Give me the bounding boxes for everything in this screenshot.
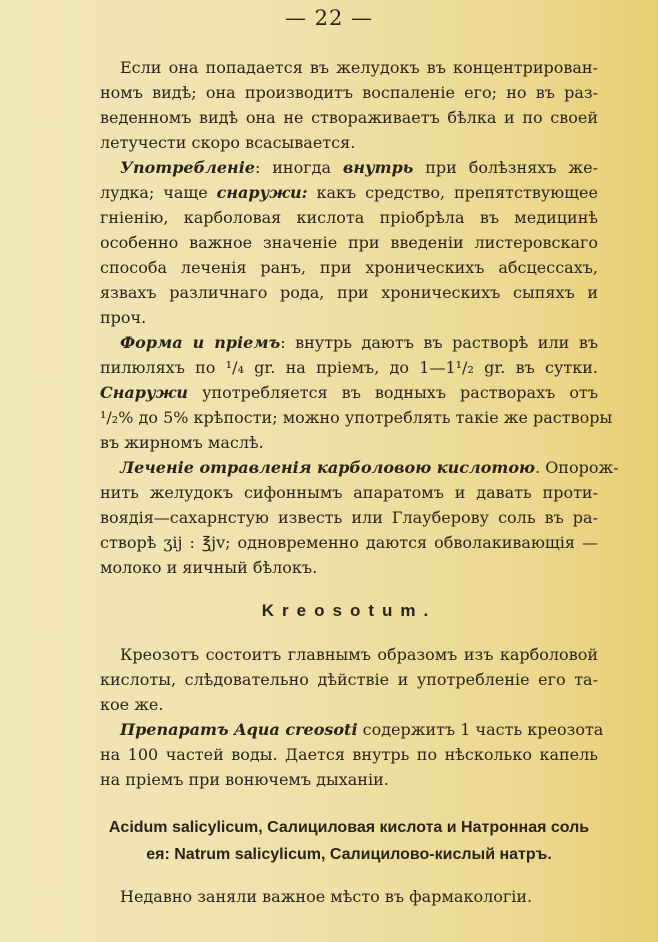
paragraph <box>100 717 604 792</box>
text-line <box>100 205 598 230</box>
text-segment: при болѣзняхъ же- <box>413 158 598 177</box>
heading-line: Acidum salicylicum, Салициловая кислота и Натронная соль <box>108 819 590 836</box>
text-segment: Креозотъ состоитъ главнымъ образомъ изъ карболовой <box>120 645 598 664</box>
paragraph <box>100 155 598 330</box>
text-line <box>100 55 598 80</box>
text-segment: нить желудокъ сифоннымъ апаратомъ и давать проти- <box>100 483 598 502</box>
text-segment: Недавно заняли важное мѣсто въ фармакологіи. <box>120 887 533 906</box>
text-line <box>100 180 598 205</box>
emphasized-text: Препаратъ Aqua creosoti <box>120 720 358 739</box>
text-line <box>100 455 619 480</box>
text-line <box>100 105 598 130</box>
text-segment: веденномъ видѣ она не створаживаетъ бѣлка и по своей <box>100 108 598 127</box>
paragraph <box>100 330 613 455</box>
paragraph <box>100 55 598 155</box>
text-line <box>100 692 598 717</box>
text-line <box>100 405 613 430</box>
text-segment: створѣ ʒij : ℥jv; одновременно даются обволакивающія — <box>100 533 598 552</box>
carbolic-acid-section <box>100 55 619 580</box>
text-segment: лудка; чаще <box>100 183 217 202</box>
text-segment: молоко и яичный бѣлокъ. <box>100 558 318 577</box>
text-segment: пилюляхъ по ¹/₄ gr. на пріемъ, до 1—1¹/₂ gr. въ сутки. <box>100 358 598 377</box>
text-segment: летучести скоро всасывается. <box>100 133 356 152</box>
text-line <box>100 255 598 280</box>
text-line <box>100 884 598 909</box>
text-line <box>100 505 598 530</box>
text-line <box>100 530 598 555</box>
salicylic-section <box>100 884 598 909</box>
text-line <box>100 230 598 255</box>
paragraph <box>100 642 598 717</box>
text-segment: ¹/₂% до 5% крѣпости; можно употреблять такіе же растворы <box>100 408 613 427</box>
text-segment: Если она попадается въ желудокъ въ концентрирован- <box>120 58 598 77</box>
kreosotum-section <box>100 642 604 792</box>
emphasized-text: внутрь <box>342 158 414 177</box>
text-segment: : внутрь даютъ въ растворѣ или въ <box>280 333 599 352</box>
text-segment: на пріемъ при вонючемъ дыханіи. <box>100 770 389 789</box>
text-line <box>100 555 598 580</box>
paragraph <box>100 455 619 580</box>
text-segment: номъ видѣ; она производитъ воспаленіе его; но въ раз- <box>100 83 598 102</box>
emphasized-text: Снаружи <box>100 383 189 402</box>
page-number: — 22 — <box>284 6 374 30</box>
text-segment: какъ средство, препятствующее <box>307 183 598 202</box>
text-segment: гніенію, карболовая кислота пріобрѣла въ медицинѣ <box>100 208 598 227</box>
text-line <box>100 667 598 692</box>
text-segment: особенно важное значеніе при введеніи листеровскаго <box>100 233 598 252</box>
emphasized-text: Леченіе отравленія карболовою кислотою <box>120 458 536 477</box>
text-line <box>100 305 598 330</box>
text-line <box>100 80 598 105</box>
paragraph <box>100 884 598 909</box>
text-line <box>100 380 598 405</box>
text-line <box>100 330 598 355</box>
text-segment: проч. <box>100 308 147 327</box>
text-segment: язвахъ различнаго рода, при хроническихъ сыпяхъ и <box>100 283 598 302</box>
text-line <box>100 155 598 180</box>
text-segment: . Опорож- <box>535 458 619 477</box>
text-line <box>100 355 598 380</box>
text-line <box>100 130 598 155</box>
text-segment: въ жирномъ маслѣ. <box>100 433 264 452</box>
text-segment: содержитъ 1 часть креозота <box>357 720 604 739</box>
page-body <box>100 55 619 909</box>
kreosotum-heading: Krеosotum. <box>261 601 437 620</box>
emphasized-text: снаружи: <box>216 183 308 202</box>
text-segment: : иногда <box>254 158 343 177</box>
text-line <box>100 742 598 767</box>
salicylic-acid-heading <box>100 814 598 868</box>
text-line <box>100 642 598 667</box>
heading-line: ея: Natrum salicylicum, Салицилово-кислый натръ. <box>146 846 552 863</box>
text-segment: воядія—сахарнстую известь или Глауберову соль въ ра- <box>100 508 598 527</box>
emphasized-text: Употребленіе <box>120 158 255 177</box>
text-line <box>100 480 598 505</box>
text-segment: употребляется въ водныхъ растворахъ отъ <box>188 383 598 402</box>
text-line <box>100 430 598 455</box>
text-line <box>100 767 598 792</box>
text-line <box>100 280 598 305</box>
text-segment: на 100 частей воды. Дается внутрь по нѣсколько капель <box>100 745 598 764</box>
emphasized-text: Форма и пріемъ <box>120 333 281 352</box>
text-segment: кое же. <box>100 695 164 714</box>
text-segment: кислоты, слѣдовательно дѣйствіе и употребленіе его та- <box>100 670 598 689</box>
text-segment: способа леченія ранъ, при хроническихъ абсцессахъ, <box>100 258 598 277</box>
text-line <box>100 717 604 742</box>
